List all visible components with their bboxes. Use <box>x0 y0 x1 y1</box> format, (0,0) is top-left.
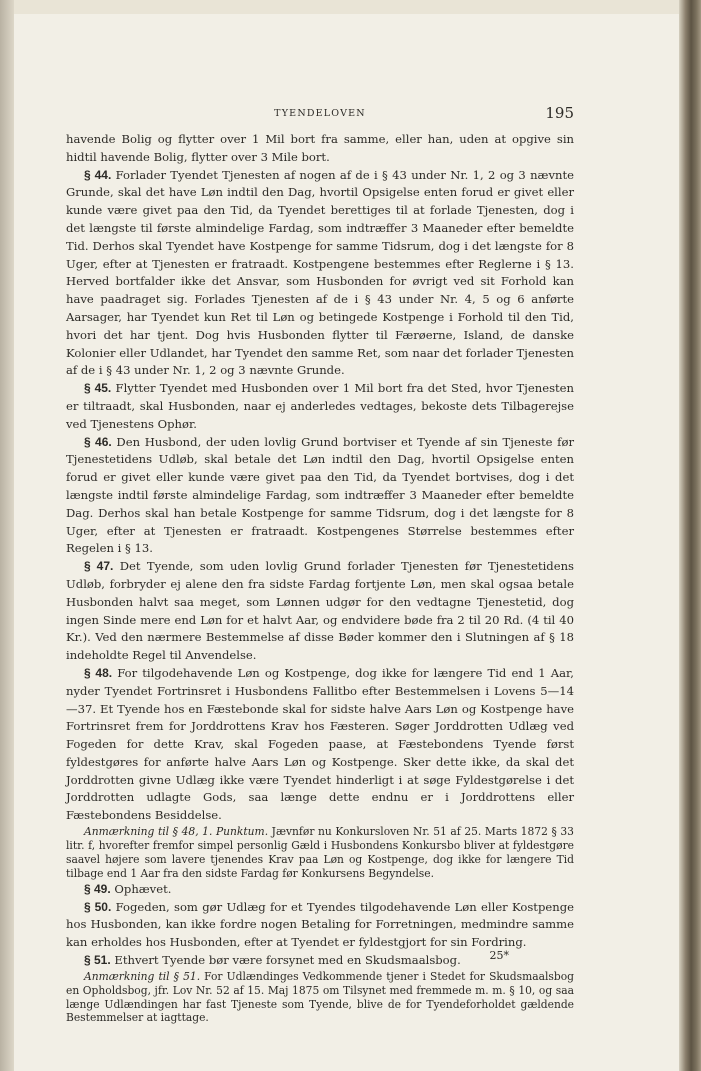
section-text: Ophævet. <box>114 881 172 896</box>
paragraph-text: havende Bolig og flytter over 1 Mil bort fra samme, eller han, uden at opgive sin hidtil havende Bolig, flytter over 3 Mile bort. <box>66 132 574 164</box>
section-number: § 50. <box>84 899 112 914</box>
note-text: For Udlændinges Vedkommende tjener i Stedet for Skudsmaalsbog en Opholdsbog, jfr. Lov Nr. 52 af 15. Maj 1875 om Tilsynet med fremmede m. m. § 10, og saa længe Udlændingen har fast Tjeneste som Tyende, blive de for Tyendeforholdet gældende Bestemmelser at iagttage. <box>66 969 574 1025</box>
section-text: Det Tyende, som uden lovlig Grund forlader Tjenesten før Tjenestetidens Udløb, forbryder ej alene den fra sidste Fardag fortjente Løn, men skal ogsaa betale Husbonden halvt saa meget, som Lønnen udgør for den vedtagne Tjenestetid, dog ingen Sinde mere end Løn for et halvt Aar, og endvidere bøde fra 2 til 20 Rd. (4 til 40 Kr.). Ved den nærmere Bestemmelse af disse Bøder kommer den i Slutningen af § 18 indeholdte Regel til Anvendelse. <box>66 559 575 663</box>
section-text: For tilgodehavende Løn og Kostpenge, dog ikke for længere Tid end 1 Aar, nyder Tyendet Fortrinsret i Husbondens Fallitbo efter Bestemmelsen i Lovens 5—14—37. Et Tyende hos en Fæstebonde skal for sidste halve Aars Løn og Kostpenge have Fortrinsret frem for Jorddrottens Krav hos Fæsteren. Søger Jorddrotten Udlæg ved Fogeden for dette Krav, skal Fogeden paase, at Fæstebondens Tyende først fyldestgøres for anførte halve Aars Løn og Kostpenge. Sker dette ikke, da skal det Jorddrotten givne Udlæg ikke være Tyendet hinderligt i at søge Fyldestgørelse i det Jorddrotten udlagte Gods, saa længe dette endnu er i Jorddrottens eller Fæstebondens Besiddelse. <box>66 665 574 823</box>
book-spine-left <box>0 0 14 1071</box>
section-text: Den Husbond, der uden lovlig Grund bortviser et Tyende af sin Tjeneste før Tjenestetidens Udløb, skal betale det Løn indtil den Dag, hvortil Opsigelse enten forud er givet eller kunde være givet paa den Tid, da Tyendet bortvises, dog i det længste indtil første almindelige Fardag, som indtræffer 3 Maaneder efter bemeldte Dag. Derhos skal han betale Kostpenge for samme Tidsrum, dog i det længste for 8 Uger, efter at Tjenesten er fratraadt. Kostpengenes Størrelse bestemmes efter Regelen i § 13. <box>66 434 574 556</box>
section-46 <box>66 434 574 559</box>
section-47 <box>66 558 574 665</box>
section-number: § 46. <box>84 434 112 449</box>
running-head <box>66 104 574 124</box>
section-number: § 49. <box>84 881 111 896</box>
book-page <box>14 14 679 1071</box>
section-text: Fogeden, som gør Udlæg for et Tyendes tilgodehavende Løn eller Kostpenge hos Husbonden, kan ikke fordre nogen Betaling for Forretningen, medmindre samme kan erholdes hos Husbonden, efter at Tyendet er fyldestgjort for sin Fordring. <box>66 899 574 950</box>
note-label: Anmærkning til § 48, 1. Punktum. <box>84 825 269 839</box>
section-number: § 51. <box>84 952 111 967</box>
note-section-48 <box>66 825 574 881</box>
paragraph-continuation <box>66 131 574 167</box>
section-number: § 47. <box>84 559 114 574</box>
running-head-title: TYENDELOVEN <box>274 108 366 119</box>
section-45 <box>66 380 574 433</box>
note-text: Jævnfør nu Konkursloven Nr. 51 af 25. Marts 1872 § 33 litr. f, hvorefter fremfor simpel personlig Gæld i Husbondens Konkursbo bliver at fyldestgøre saavel højere som lavere tjenendes Krav paa Løn og Kostpenge, dog ikke for længere Tid tilbage end 1 Aar fra den sidste Fardag før Konkursens Begyndelse. <box>66 825 574 880</box>
note-section-51 <box>66 970 574 1026</box>
section-49 <box>66 881 574 899</box>
signature-mark: 25* <box>489 949 509 962</box>
section-number: § 44. <box>84 167 112 182</box>
section-44 <box>66 167 574 381</box>
book-spine-right <box>679 0 701 1071</box>
body-text <box>66 131 574 1025</box>
section-number: § 48. <box>84 665 113 680</box>
section-number: § 45. <box>84 381 112 396</box>
section-text: Forlader Tyendet Tjenesten af nogen af de i § 43 under Nr. 1, 2 og 3 nævnte Grunde, skal det have Løn indtil den Dag, hvortil Opsigelse enten forud er givet eller kunde være givet paa den Tid, da Tyendet berettiges til at forlade Tjenesten, dog i det længste til første almindelige Fardag, som indtræffer 3 Maaneder efter bemeldte Tid. Derhos skal Tyendet have Kostpenge for samme Tidsrum, dog i det længste for 8 Uger, efter at Tjenesten er fratraadt. Kostpengene bestemmes efter Reglerne i § 13. Herved bortfalder ikke det Ansvar, som Husbonden for øvrigt ved sit Forhold kan have paadraget sig. Forlades Tjenesten af de i § 43 under Nr. 4, 5 og 6 anførte Aarsager, har Tyendet kun Ret til Løn og betingede Kostpenge i Forhold til den Tid, hvori det har tjent. Dog hvis Husbonden flytter til Færøerne, Island, de danske Kolonier eller Udlandet, har Tyendet den samme Ret, som naar det forlader Tjenesten af de i § 43 under Nr. 1, 2 og 3 nævnte Grunde. <box>66 167 574 378</box>
section-50 <box>66 899 574 952</box>
note-label: Anmærkning til § 51. <box>84 969 201 983</box>
section-48 <box>66 665 574 825</box>
section-text: Ethvert Tyende bør være forsynet med en Skudsmaalsbog. <box>114 952 461 967</box>
page-number: 195 <box>545 104 574 122</box>
section-text: Flytter Tyendet med Husbonden over 1 Mil bort fra det Sted, hvor Tjenesten er tiltraadt, skal Husbonden, naar ej anderledes vedtages, bekoste dets Tilbagerejse ved Tjenestens Ophør. <box>66 381 575 431</box>
